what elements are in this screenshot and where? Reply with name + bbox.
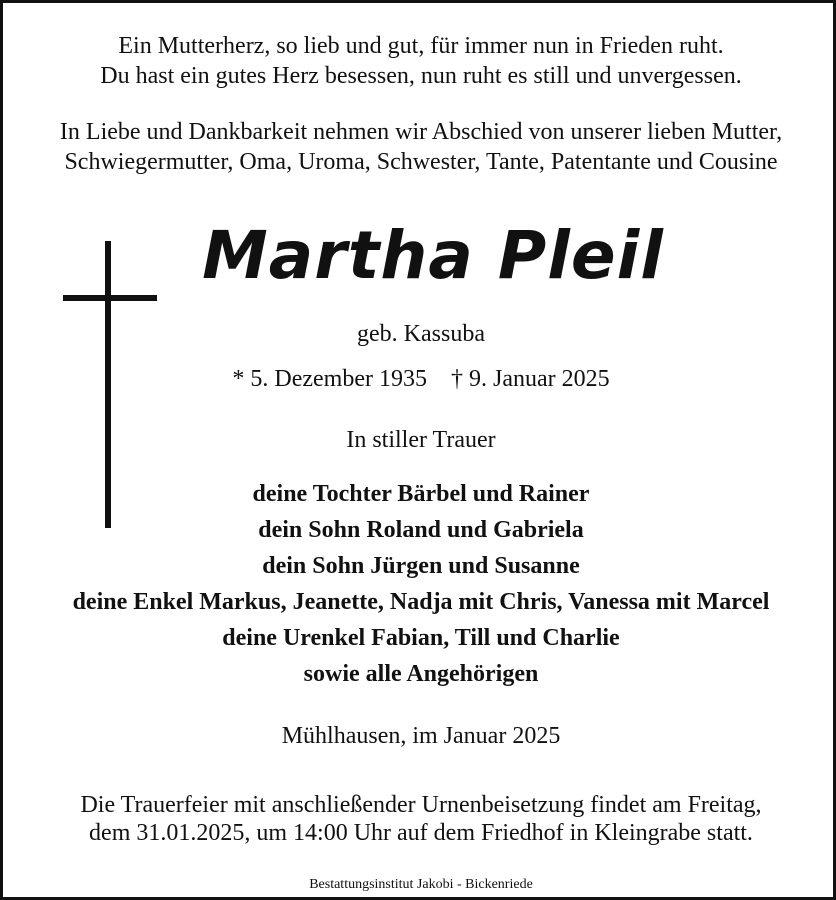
poem-line-2: Du hast ein gutes Herz besessen, nun ruht es still und unvergessen. [100,63,742,89]
mourning-heading: In stiller Trauer [346,427,496,453]
mourner-line: deine Tochter Bärbel und Rainer [252,481,590,507]
poem-line-1: Ein Mutterherz, so lieb und gut, für immer nun in Frieden ruht. [118,33,724,59]
intro-line-2: Schwiegermutter, Oma, Uroma, Schwester, Tante, Patentante und Cousine [64,149,778,175]
mourner-line: deine Enkel Markus, Jeanette, Nadja mit Chris, Vanessa mit Marcel [72,589,770,615]
mourner-line: dein Sohn Jürgen und Susanne [262,553,580,579]
maiden-name: geb. Kassuba [357,321,485,347]
cross-horizontal-bar [63,295,157,301]
place-date: Mühlhausen, im Januar 2025 [281,723,561,749]
mourner-line: dein Sohn Roland und Gabriela [258,517,584,543]
service-line-1: Die Trauerfeier mit anschließender Urnenbeisetzung findet am Freitag, [80,792,762,818]
deceased-name: Martha Pleil [202,217,664,294]
life-dates: * 5. Dezember 1935 † 9. Januar 2025 [232,366,610,392]
funeral-home-credit: Bestattungsinstitut Jakobi - Bickenriede [309,877,533,892]
mourner-line: deine Urenkel Fabian, Till und Charlie [222,625,620,651]
intro-line-1: In Liebe und Dankbarkeit nehmen wir Abschied von unserer lieben Mutter, [59,119,783,145]
mourner-line: sowie alle Angehörigen [303,661,539,687]
service-line-2: dem 31.01.2025, um 14:00 Uhr auf dem Friedhof in Kleingrabe statt. [89,820,753,846]
